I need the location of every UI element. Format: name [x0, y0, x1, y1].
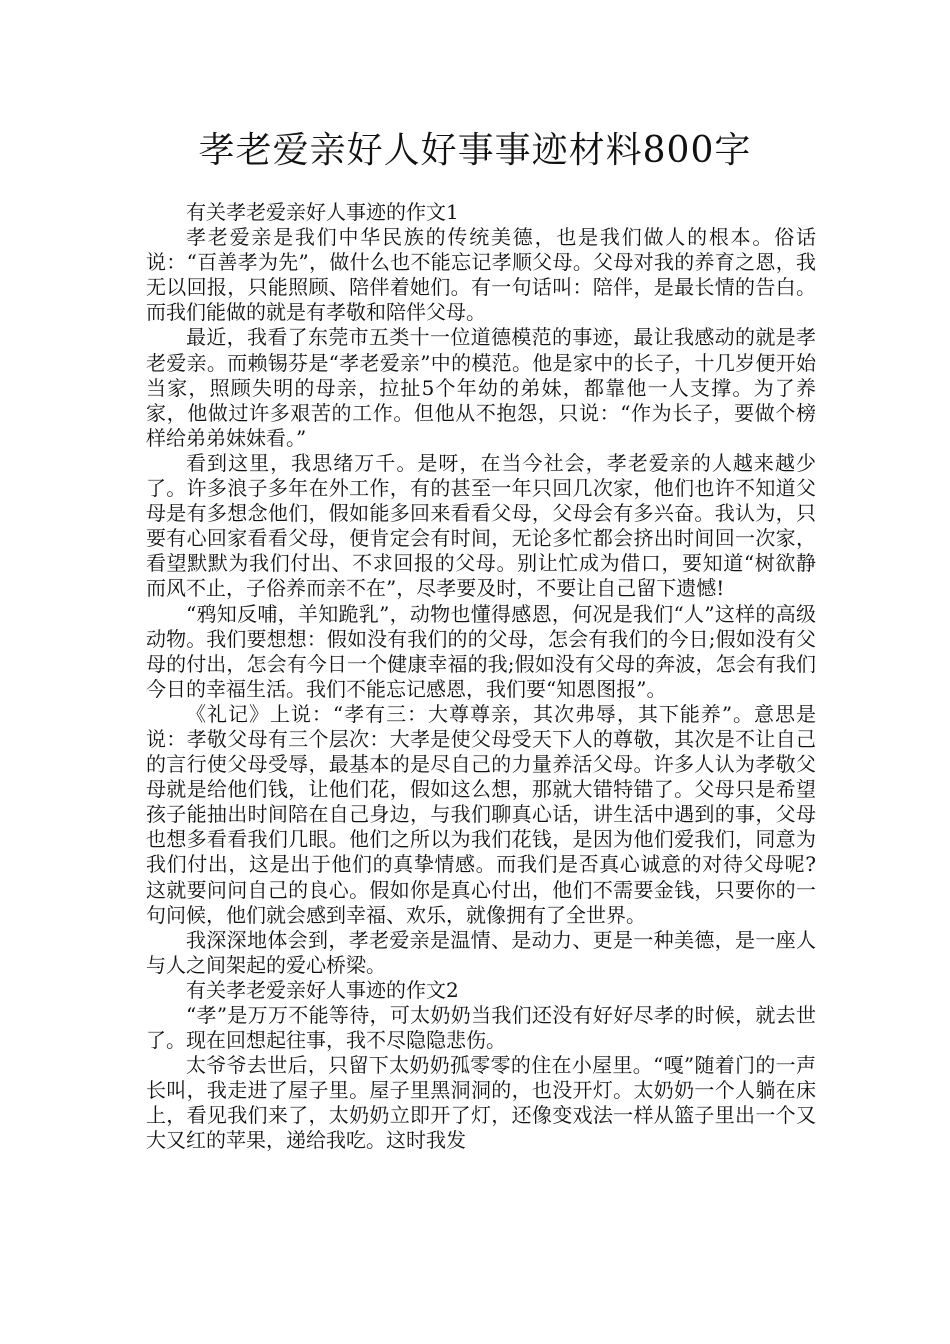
essay-heading: 有关孝老爱亲好人事迹的作文1 — [186, 200, 459, 224]
paragraph: 看到这里，我思绪万千。是呀，在当今社会，孝老爱亲的人越来越少了。许多浪子多年在外工作，有的甚至一年只回几次家，他们也许不知道父母是有多想念他们，假如能多回来看看父母，父母会有多兴奋。我认为，只要有心回家看看父母，便肯定会有时间，无论多忙都会挤出时间回一次家，看望默默为我们付出、不求回报的父母。别让忙成为借口，要知道“树欲静而风不止，子俗养而亲不在”，尽孝要及时，不要让自己留下遗憾! — [146, 450, 816, 601]
document-title: 孝老爱亲好人好事事迹材料800字 — [198, 130, 752, 171]
paragraph: 太爷爷去世后，只留下太奶奶孤零零的住在小屋里。“嘎”随着门的一声长叫，我走进了屋子里。屋子里黑洞洞的，也没开灯。太奶奶一个人躺在床上，看见我们来了，太奶奶立即开了灯，还像变戏法一样从篮子里出一个又大又红的苹果，递给我吃。这时我发 — [146, 1053, 816, 1153]
paragraph: 《礼记》上说：“孝有三：大尊尊亲，其次弗辱，其下能养”。意思是说：孝敬父母有三个层次：大孝是使父母受天下人的尊敬，其次是不让自己的言行使父母受辱，最基本的是尽自己的力量养活父母。许多人认为孝敬父母就是给他们钱，让他们花，假如这么想，那就大错特错了。父母只是希望孩子能抽出时间陪在自己身边，与我们聊真心话，讲生活中遇到的事，父母也想多看看我们几眼。他们之所以为我们花钱，是因为他们爱我们，同意为我们付出，这是出于他们的真挚情感。而我们是否真心诚意的对待父母呢?这就要问问自己的良心。假如你是真心付出，他们不需要金钱，只要你的一句问候，他们就会感到幸福、欢乐，就像拥有了全世界。 — [146, 701, 816, 927]
paragraph: “孝”是万万不能等待，可太奶奶当我们还没有好好尽孝的时候，就去世了。现在回想起往事，我不尽隐隐悲伤。 — [146, 1003, 816, 1053]
document-body — [146, 200, 816, 1154]
paragraph: 我深深地体会到，孝老爱亲是温情、是动力、更是一种美德，是一座人与人之间架起的爱心桥梁。 — [146, 927, 816, 977]
paragraph: “鸦知反哺，羊知跪乳”，动物也懂得感恩，何况是我们“人”这样的高级动物。我们要想想：假如没有我们的的父母，怎会有我们的今日;假如没有父母的付出，怎会有今日一个健康幸福的我;假如没有父母的奔波，怎会有我们今日的幸福生活。我们不能忘记感恩，我们要“知恩图报”。 — [146, 601, 816, 701]
essay-heading: 有关孝老爱亲好人事迹的作文2 — [186, 977, 459, 1002]
paragraph: 孝老爱亲是我们中华民族的传统美德，也是我们做人的根本。俗话说：“百善孝为先”，做什么也不能忘记孝顺父母。父母对我的养育之恩，我无以回报，只能照顾、陪伴着她们。有一句话叫：陪伴，是最长情的告白。而我们能做的就是有孝敬和陪伴父母。 — [146, 225, 816, 325]
paragraph: 最近，我看了东莞市五类十一位道德模范的事迹，最让我感动的就是孝老爱亲。而赖锡芬是“孝老爱亲”中的模范。他是家中的长子，十几岁便开始当家，照顾失明的母亲，拉扯5个年幼的弟妹，都靠他一人支撑。为了养家，他做过许多艰苦的工作。但他从不抱怨，只说：“作为长子，要做个榜样给弟弟妹妹看。” — [146, 325, 816, 450]
